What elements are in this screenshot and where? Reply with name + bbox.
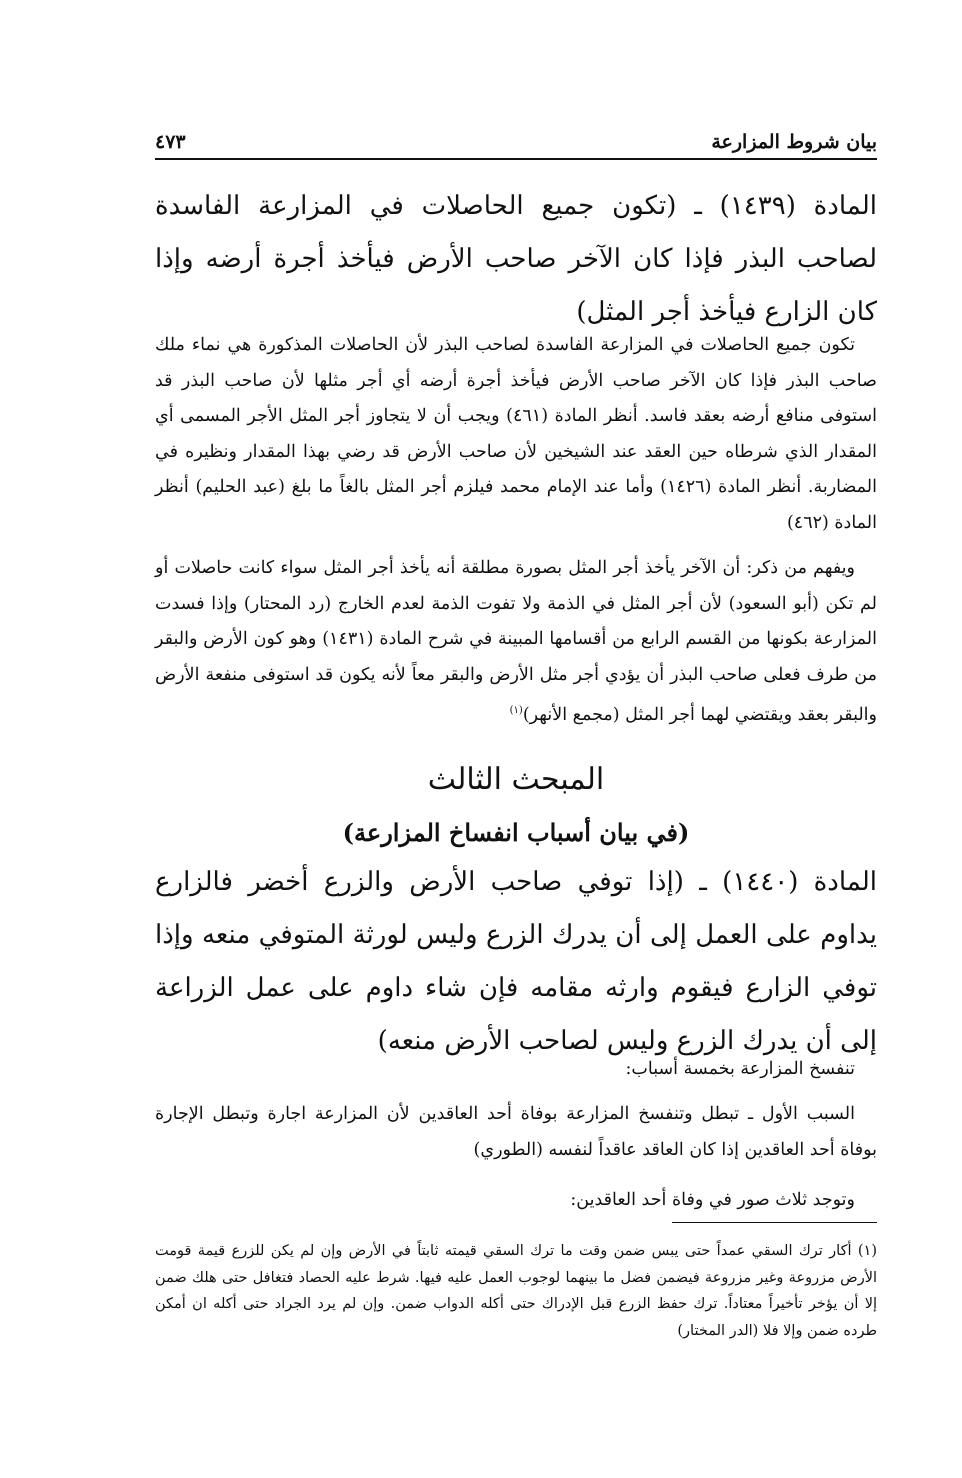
- commentary-paragraph-2-text: ويفهم من ذكر: أن الآخر يأخذ أجر المثل بصورة مطلقة أنه يأخذ أجر المثل سواء كانت حاصلات أو لم تكن (أبو السعود) لأن أجر المثل في الذمة ولا تفوت الذمة لعدم الخارج (رد المحتار) وإذا فسدت المزارعة بكونها من القسم الرابع من أقسامها المبينة في شرح المادة (١٤٣١) وهو كون الأرض والبقر من طرف فعلى صاحب البذر أن يؤدي أجر مثل الأرض والبقر معاً لأنه يكون قد استوفى منفعة الأرض والبقر بعقد ويقتضي لهما أجر المثل (مجمع الأنهر): [155, 558, 877, 725]
- section-title: المبحث الثالث: [427, 762, 605, 797]
- commentary-paragraph-5: وتوجد ثلاث صور في وفاة أحد العاقدين:: [570, 1190, 855, 1210]
- commentary-paragraph-3: تنفسخ المزارعة بخمسة أسباب:: [625, 1059, 855, 1079]
- header-title: بيان شروط المزارعة: [711, 131, 877, 153]
- footnote-text: (١) أكار ترك السقي عمداً حتى يبس ضمن وقت ما ترك السقي قيمته ثابتاً في الأرض وإن لم يكن للزرع قيمة قومت الأرض مزروعة وغير مزروعة فيضمن فضل ما بينهما لوجوب العمل عليه فيها. شرط عليه الحصاد فتغافل حتى هلك ضمن إلا أن يؤخر تأخيراً معتاداً. ترك حفظ الزرع قبل الإدراك حتى أكله الدواب ضمن. وإن لم يرد الجراد حتى أكله ان أمكن طرده ضمن وإلا فلا (الدر المختار): [155, 1243, 877, 1339]
- section-subtitle: (في بيان أسباب انفساخ المزارعة): [342, 818, 690, 847]
- article-1440: المادة (١٤٤٠) ـ (إذا توفي صاحب الأرض والزرع أخضر فالزارع يداوم على العمل إلى أن يدرك الزرع وليس لورثة المتوفي منعه وإذا توفي الزارع فيقوم وارثه مقامه فإن شاء داوم على عمل الزراعة إلى أن يدرك الزرع وليس لصاحب الأرض منعه): [155, 867, 877, 1056]
- commentary-paragraph-1: تكون جميع الحاصلات في المزارعة الفاسدة لصاحب البذر لأن الحاصلات المذكورة هي نماء ملك صاحب البذر فإذا كان الآخر صاحب الأرض فيأخذ أجرة أرضه أي أجر مثلها لأن صاحب البذر قد استوفى منافع أرضه بعقد فاسد. أنظر المادة (٤٦١) ويجب أن لا يتجاوز أجر المثل الأجر المسمى أي المقدار الذي شرطاه حين العقد عند الشيخين لأن صاحب الأرض قد رضي بهذا المقدار ونظيره في المضاربة. أنظر المادة (١٤٢٦) وأما عند الإمام محمد فيلزم أجر المثل بالغاً ما بلغ (عبد الحليم) أنظر المادة (٤٦٢): [155, 335, 877, 533]
- footnote-reference: (١): [509, 705, 523, 716]
- footnote-separator: [672, 1222, 877, 1223]
- running-header: [155, 128, 877, 160]
- commentary-paragraph-4: السبب الأول ـ تبطل وتنفسخ المزارعة بوفاة أحد العاقدين لأن المزارعة اجارة وتبطل الإجارة بوفاة أحد العاقدين إذا كان العاقد عاقداً لنفسه (الطوري): [155, 1104, 877, 1160]
- commentary-paragraph-2: [155, 551, 877, 733]
- page-number: ٤٧٣: [155, 131, 186, 153]
- article-1439: المادة (١٤٣٩) ـ (تكون جميع الحاصلات في المزارعة الفاسدة لصاحب البذر فإذا كان الآخر صاحب الأرض فيأخذ أجرة أرضه وإذا كان الزارع فيأخذ أجر المثل): [155, 191, 877, 327]
